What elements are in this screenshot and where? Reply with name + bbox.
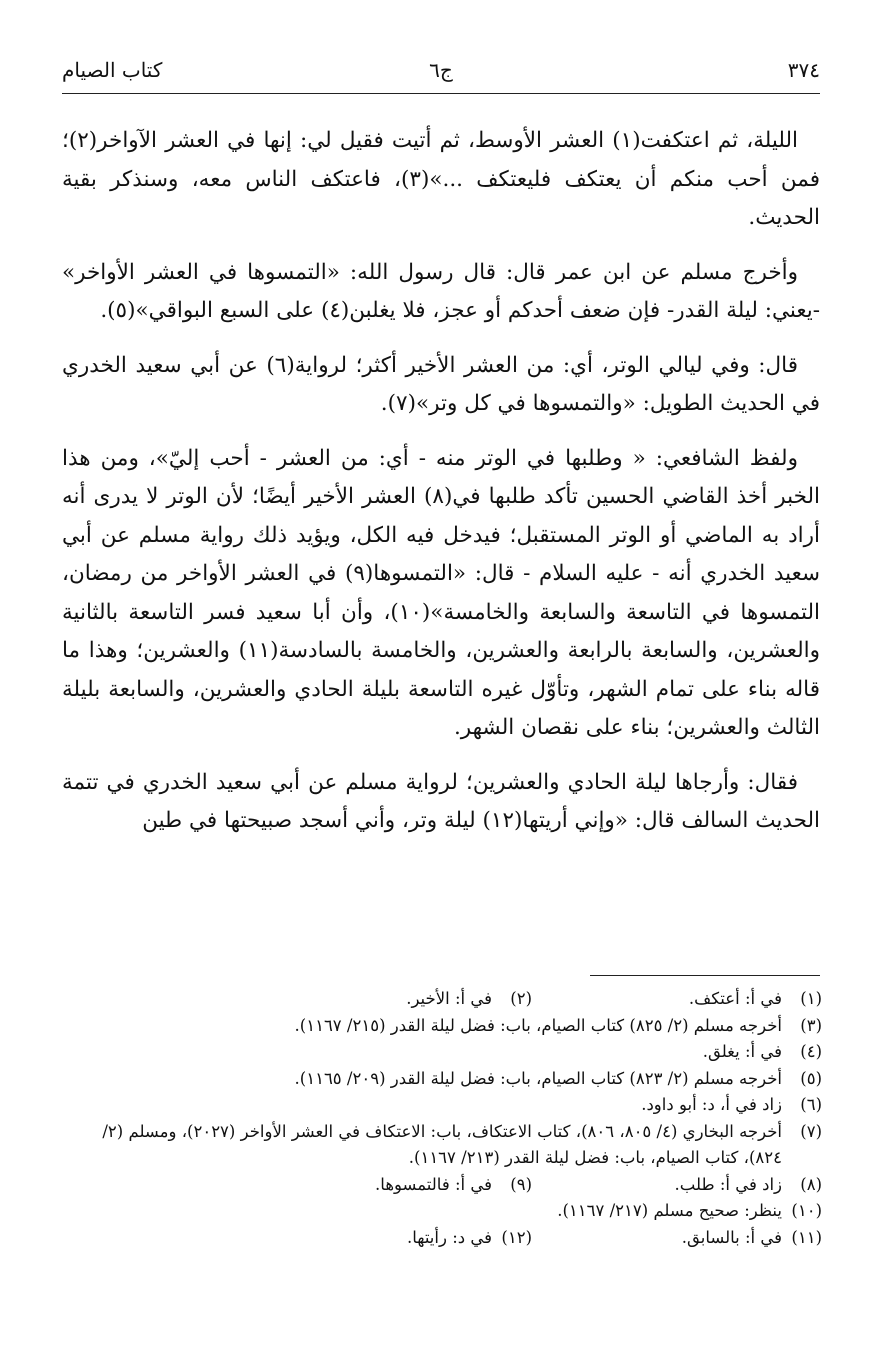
footnote-text: في أ: بالسابق.	[681, 1227, 782, 1247]
footnote-10	[62, 1198, 822, 1225]
paragraph-4: ولفظ الشافعي: « وطلبها في الوتر منه - أي: من العشر - أحب إليّ»، ومن هذا الخبر أخذ القاضي الحسين تأكد طلبها في(٨) العشر الأخير أيضًا؛ لأن الوتر لا يدرى أنه أراد به الماضي أو الوتر المستقبل؛ فيدخل فيه الكل، ويؤيد ذلك رواية مسلم عن أبي سعيد الخدري أنه - عليه السلام - قال: «التمسوها(٩) في العشر الأواخر من رمضان، التمسوها في التاسعة والسابعة والخامسة»(١٠)، وأن أبا سعيد فسر التاسعة بالثانية والعشرين، والسابعة بالرابعة والعشرين، والخامسة بالسادسة(١١) والعشرين؛ وهذا ما قاله بناء على تمام الشهر، وتأوّل غيره التاسعة بليلة الحادي والعشرين، والسابعة بليلة الثالث والعشرين؛ بناء على نقصان الشهر.	[62, 445, 821, 740]
footnote-text: في أ: فالتمسوها.	[375, 1174, 492, 1194]
footnote-row	[62, 1172, 822, 1199]
page-number: ٣٧٤	[787, 58, 820, 82]
footnote-number: (٣)	[800, 1015, 822, 1035]
book-title: كتاب الصيام	[62, 58, 163, 82]
footnote-7	[62, 1119, 822, 1172]
paragraph-5: فقال: وأرجاها ليلة الحادي والعشرين؛ لرواية مسلم عن أبي سعيد الخدري في تتمة الحديث السالف قال: «وإني أريتها(١٢) ليلة وتر، وأني أسجد صبيحتها في طين	[62, 769, 820, 833]
footnote-text: زاد في أ، د: أبو داود.	[641, 1095, 782, 1114]
footnote-1	[532, 986, 822, 1013]
footnote-number: (٨)	[800, 1174, 822, 1194]
footnote-number: (٩)	[510, 1174, 532, 1194]
footnote-number: (٥)	[800, 1068, 822, 1088]
footnote-text: ينظر: صحيح مسلم (٢١٧/ ١١٦٧).	[557, 1201, 782, 1220]
footnote-3	[62, 1013, 822, 1040]
footnote-number: (١٠)	[791, 1201, 822, 1220]
main-text	[62, 122, 820, 857]
footnote-text: أخرجه مسلم (٢/ ٨٢٣) كتاب الصيام، باب: فضل ليلة القدر (٢٠٩/ ١١٦٥).	[294, 1068, 782, 1088]
footnote-text: في أ: أعتكف.	[688, 989, 782, 1008]
footnote-text: في د: رأيتها.	[406, 1227, 492, 1247]
paragraph-3: قال: وفي ليالي الوتر، أي: من العشر الأخير أكثر؛ لرواية(٦) عن أبي سعيد الخدري في الحديث الطويل: «والتمسوها في كل وتر»(٧).	[62, 352, 820, 416]
footnote-text: زاد في أ: طلب.	[674, 1174, 782, 1194]
footnote-12	[407, 1225, 532, 1252]
footnote-number: (٧)	[800, 1121, 822, 1141]
footnote-text: في أ: الأخير.	[406, 989, 492, 1008]
footnote-number: (١)	[800, 989, 822, 1008]
paragraph-2: وأخرج مسلم عن ابن عمر قال: قال رسول الله: «التمسوها في العشر الأواخر» -يعني: ليلة القدر- فإن ضعف أحدكم أو عجز، فلا يغلبن(٤) على السبع البواقي»(٥).	[62, 259, 820, 323]
footnote-number: (١١)	[791, 1227, 822, 1247]
footnote-rule	[590, 975, 820, 976]
header-rule	[62, 93, 820, 94]
footnote-number: (٢)	[510, 989, 532, 1008]
footnote-number: (٤)	[800, 1042, 822, 1061]
footnote-row	[62, 986, 822, 1013]
footnote-row	[62, 1225, 822, 1252]
footnote-11	[532, 1225, 822, 1252]
footnote-number: (٦)	[800, 1095, 822, 1114]
footnote-8	[532, 1172, 822, 1199]
footnote-9	[375, 1172, 532, 1199]
footnotes	[62, 986, 822, 1251]
footnote-text: أخرجه مسلم (٢/ ٨٢٥) كتاب الصيام، باب: فضل ليلة القدر (٢١٥/ ١١٦٧).	[294, 1015, 782, 1035]
footnote-text: في أ: يغلق.	[702, 1042, 782, 1061]
footnote-6	[62, 1092, 822, 1119]
paragraph-1: الليلة، ثم اعتكفت(١) العشر الأوسط، ثم أتيت فقيل لي: إنها في العشر الآواخر(٢)؛ فمن أحب منكم أن يعتكف فليعتكف ...»(٣)، فاعتكف الناس معه، وسنذكر بقية الحديث.	[62, 128, 821, 230]
running-header	[62, 58, 820, 92]
footnote-4	[62, 1039, 822, 1066]
footnote-2	[406, 986, 532, 1013]
footnote-5	[62, 1066, 822, 1093]
footnote-text: أخرجه البخاري (٤/ ٨٠٥، ٨٠٦)، كتاب الاعتكاف، باب: الاعتكاف في العشر الأواخر (٢٠٢٧)، ومسلم (٢/ ٨٢٤)، كتاب الصيام، باب: فضل ليلة القدر (٢١٣/ ١١٦٧).	[102, 1121, 782, 1167]
footnote-number: (١٢)	[501, 1227, 532, 1247]
volume-label: ج٦	[429, 58, 453, 82]
